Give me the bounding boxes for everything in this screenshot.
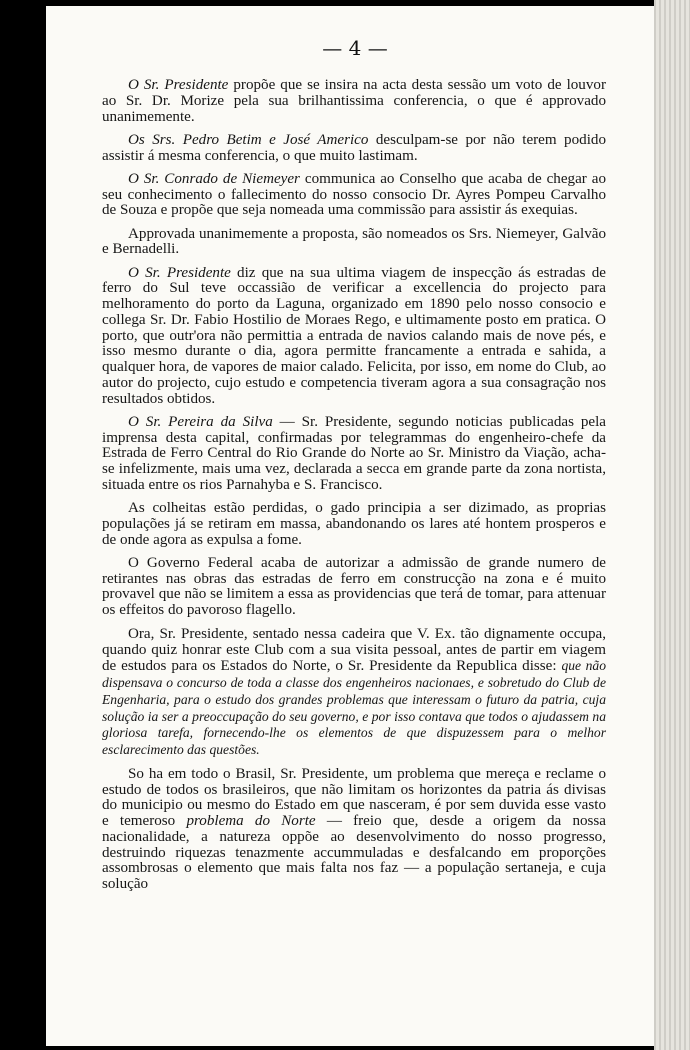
speaker: Os Srs. Pedro Betim e José Americo <box>128 131 369 148</box>
paper-sheet <box>46 6 664 1046</box>
speaker: O Sr. Presidente <box>128 77 229 93</box>
quotation: problema do Norte <box>186 813 316 829</box>
paragraph <box>102 266 606 408</box>
paragraph-text: communica ao Conselho que acaba de chegar ao seu conhecimento o fallecimento do nosso consocio Dr. Ayres Pompeu Carvalho de Souza e propõe que seja nomeada uma commissão para assistir ás exequias. <box>102 170 606 219</box>
paragraph <box>102 767 606 893</box>
paragraph-text: — Sr. Presidente, segundo noticias publicadas pela imprensa desta capital, confirmadas por telegrammas do engenheiro-chefe da Estrada de Ferro Central do Rio Grande do Norte ao Sr. Ministro da Viação, acha-se infelizmente, mais uma vez, declarada a secca em grande parte da zona nortista, situada entre os rios Parnahyba e S. Francisco. <box>102 413 606 493</box>
speaker: O Sr. Conrado de Niemeyer <box>128 170 300 187</box>
paragraph <box>102 501 606 548</box>
paragraph <box>102 415 606 494</box>
speaker: O Sr. Pereira da Silva <box>128 413 273 430</box>
paragraph-text: Ora, Sr. Presidente, sentado nessa cadeira que V. Ex. tão dignamente occupa, quando quiz honrar este Club com a sua visita pessoal, antes de partir em viagem de estudos para os Estados do Norte, o Sr. Presidente da Republica disse: <box>102 625 606 675</box>
paragraph-text-continued: — freio que, desde a origem da nossa nacionalidade, a natureza oppõe ao desenvolvimento do nosso progresso, destruindo riquezas tenazmente accummuladas e desfalcando em proporções assombrosas o elemento que mais falta nos faz — a população sertaneja, e cuja solução <box>102 813 606 892</box>
paragraph <box>102 556 606 619</box>
paragraph-text: O Governo Federal acaba de autorizar a admissão de grande numero de retirantes nas obras das estradas de ferro em construcção na zona e é muito provavel que não se limitem a essa as providencias que terá de tomar, para attenuar os effeitos do pavoroso flagello. <box>102 554 606 618</box>
paragraph-text: diz que na sua ultima viagem de inspecção ás estradas de ferro do Sul teve occassião de verificar a excellencia do projecto para melhoramento do porto da Laguna, organizado em 1890 pelo nosso consocio e collega Sr. Dr. Fabio Hostilio de Moraes Rego, e ultimamente posto em pratica. O porto, que outr'ora não permittia a entrada de navios calando mais de nove pés, e isso mesmo durante o dia, agora permitte francamente a entrada e sahida, a qualquer hora, de vapores de maior calado. Felicita, por isso, em nome do Club, ao autor do projecto, cujo estudo e competencia tiveram agora a sua consagração nos resultados obtidos. <box>102 264 606 407</box>
paragraph <box>102 172 606 219</box>
speaker: O Sr. Presidente <box>128 264 231 281</box>
paragraph <box>102 133 606 165</box>
paragraph-text: So ha em todo o Brasil, Sr. Presidente, um problema que mereça e reclame o estudo de todos os brasileiros, que não limitam os horizontes da patria ás divisas do municipio ou mesmo do Estado em que nasceram, é por sem duvida esse vasto e temeroso <box>102 765 606 829</box>
paragraph <box>102 227 606 259</box>
page-number: — 4 — <box>322 36 388 60</box>
paragraph-text: Approvada unanimemente a proposta, são nomeados os Srs. Niemeyer, Galvão e Bernadelli. <box>102 225 606 258</box>
quotation: que não dispensava o concurso de toda a classe dos engenheiros nacionaes, e sobretudo do Club de Engenharia, para o estudo dos grandes problemas que interessam o futuro da patria, cuja solução ia ser a preoccupação do seu governo, e por isso contava que todos o ajudassem na gloriosa tarefa, fornecendo-lhe os elementos de que dispuzessem para o melhor esclarecimento das questões. <box>102 658 606 757</box>
paragraph-text: propõe que se insira na acta desta sessão um voto de louvor ao Sr. Dr. Morize pela sua brilhantissima conferencia, o que é approvado unanimemente. <box>102 77 606 125</box>
paragraph <box>102 78 606 125</box>
page-edge <box>654 0 690 1050</box>
document-body <box>102 78 606 900</box>
paragraph-text: As colheitas estão perdidas, o gado principia a ser dizimado, as proprias populações já se retiram em massa, abandonando os lares até hontem prosperos e de onde agora as expulsa a fome. <box>102 500 606 548</box>
paragraph <box>102 627 606 759</box>
paragraph-text: desculpam-se por não terem podido assistir á mesma conferencia, o que muito lastimam. <box>102 131 606 164</box>
